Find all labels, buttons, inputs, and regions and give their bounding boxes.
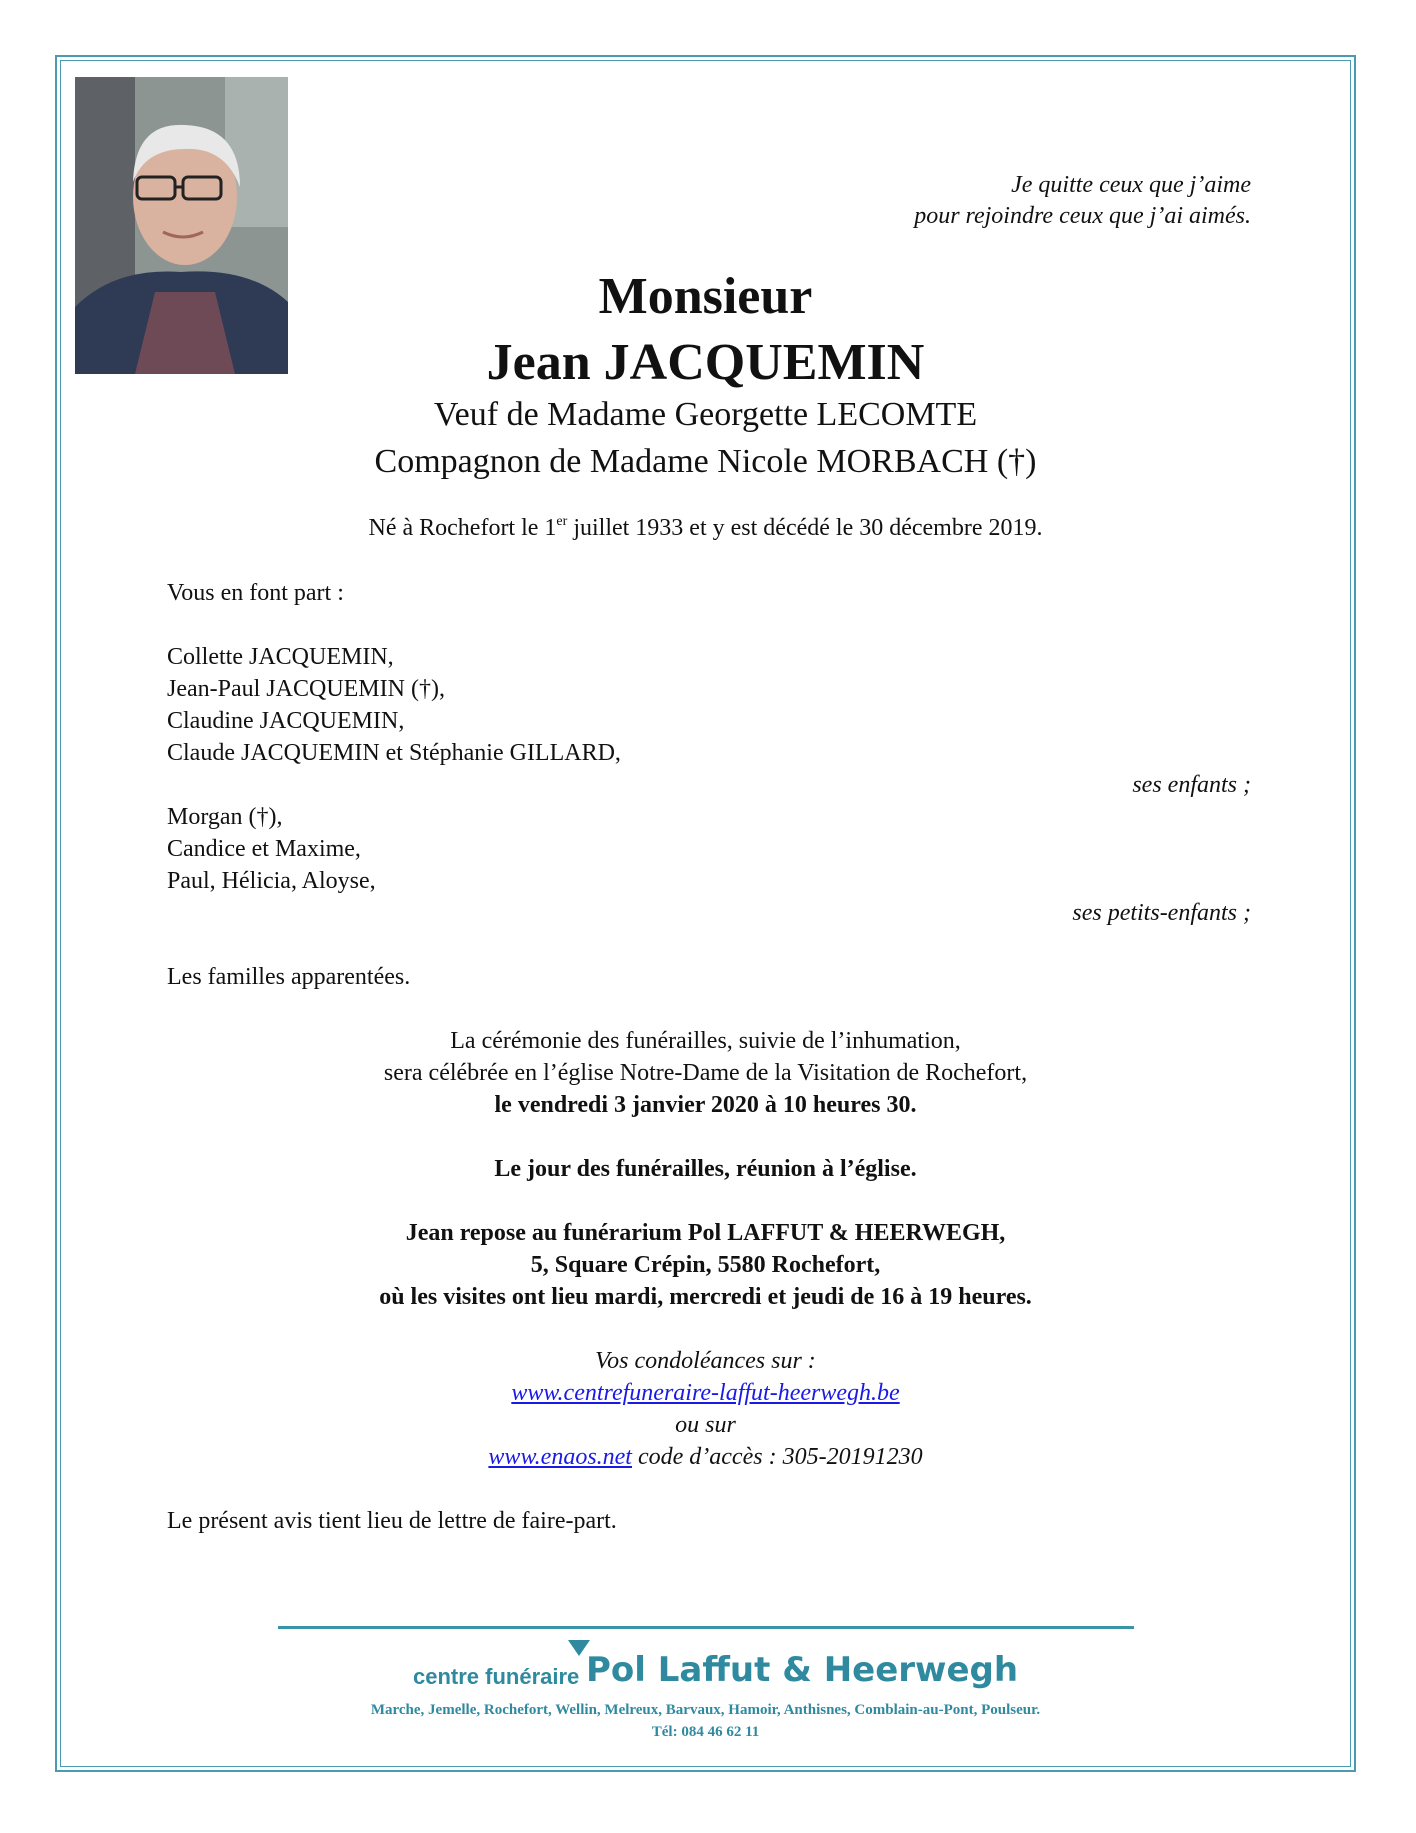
relation-companion: Compagnon de Madame Nicole MORBACH (†) xyxy=(374,443,1037,480)
access-code: code d’accès : 305-20191230 xyxy=(631,1444,923,1470)
grandchild-item: Candice et Maxime, xyxy=(167,836,361,862)
deceased-name: Jean JACQUEMIN xyxy=(486,334,925,391)
footer-rule xyxy=(278,1626,1134,1629)
condolences-label: Vos condoléances sur : xyxy=(595,1348,816,1374)
condolences-or: ou sur xyxy=(675,1412,736,1438)
epigraph-quote xyxy=(914,170,1251,232)
ceremony-block xyxy=(60,1025,1351,1121)
birth-text-before: Né à Rochefort le 1 xyxy=(368,515,557,541)
grandchildren-label: ses petits-enfants ; xyxy=(1072,900,1251,926)
condolences-block xyxy=(60,1345,1351,1473)
civility-title: Monsieur xyxy=(598,268,813,325)
ceremony-line-1: La cérémonie des funérailles, suivie de l’inhumation, xyxy=(450,1028,961,1054)
notice-line: Le présent avis tient lieu de lettre de faire-part. xyxy=(167,1508,617,1534)
birth-death-line xyxy=(60,512,1351,544)
quote-line-2: pour rejoindre ceux que j’ai aimés. xyxy=(914,203,1251,229)
footer-places: Marche, Jemelle, Rochefort, Wellin, Melreux, Barvaux, Hamoir, Anthisnes, Comblain-au-Pont, Poulseur. xyxy=(370,1702,1041,1718)
child-item: Claude JACQUEMIN et Stéphanie GILLARD, xyxy=(167,740,621,766)
child-item: Jean-Paul JACQUEMIN (†), xyxy=(167,676,445,702)
children-list xyxy=(167,641,621,769)
footer-logo-small-text: centre funéraire xyxy=(413,1664,580,1689)
grandchildren-list xyxy=(167,801,376,897)
birth-text-sup: er xyxy=(556,514,568,529)
condolences-link-centre[interactable]: www.centrefuneraire-laffut-heerwegh.be xyxy=(511,1380,900,1406)
quote-line-1: Je quitte ceux que j’aime xyxy=(1011,172,1251,198)
funerarium-block xyxy=(60,1217,1351,1313)
child-item: Collette JACQUEMIN, xyxy=(167,644,394,670)
children-label: ses enfants ; xyxy=(1132,772,1251,798)
families-line: Les familles apparentées. xyxy=(167,964,411,990)
birth-text-after: juillet 1933 et y est décédé le 30 décembre 2019. xyxy=(567,515,1043,541)
footer-telephone: Tél: 084 46 62 11 xyxy=(651,1724,760,1740)
grandchild-item: Morgan (†), xyxy=(167,804,283,830)
funerarium-line-3: où les visites ont lieu mardi, mercredi et jeudi de 16 à 19 heures. xyxy=(379,1284,1032,1310)
funerarium-line-2: 5, Square Crépin, 5580 Rochefort, xyxy=(530,1252,881,1278)
condolences-link-enaos[interactable]: www.enaos.net xyxy=(488,1444,632,1470)
child-item: Claudine JACQUEMIN, xyxy=(167,708,405,734)
relation-widow: Veuf de Madame Georgette LECOMTE xyxy=(433,396,978,433)
ceremony-date: le vendredi 3 janvier 2020 à 10 heures 30. xyxy=(494,1092,917,1118)
footer-logo-brand: Pol Laffut & Heerwegh xyxy=(586,1650,1019,1690)
announcement-intro: Vous en font part : xyxy=(167,580,344,606)
funerarium-line-1: Jean repose au funérarium Pol LAFFUT & HEERWEGH, xyxy=(405,1220,1006,1246)
ceremony-line-2: sera célébrée en l’église Notre-Dame de la Visitation de Rochefort, xyxy=(383,1060,1028,1086)
grandchild-item: Paul, Hélicia, Aloyse, xyxy=(167,868,376,894)
meeting-line: Le jour des funérailles, réunion à l’église. xyxy=(494,1156,917,1182)
